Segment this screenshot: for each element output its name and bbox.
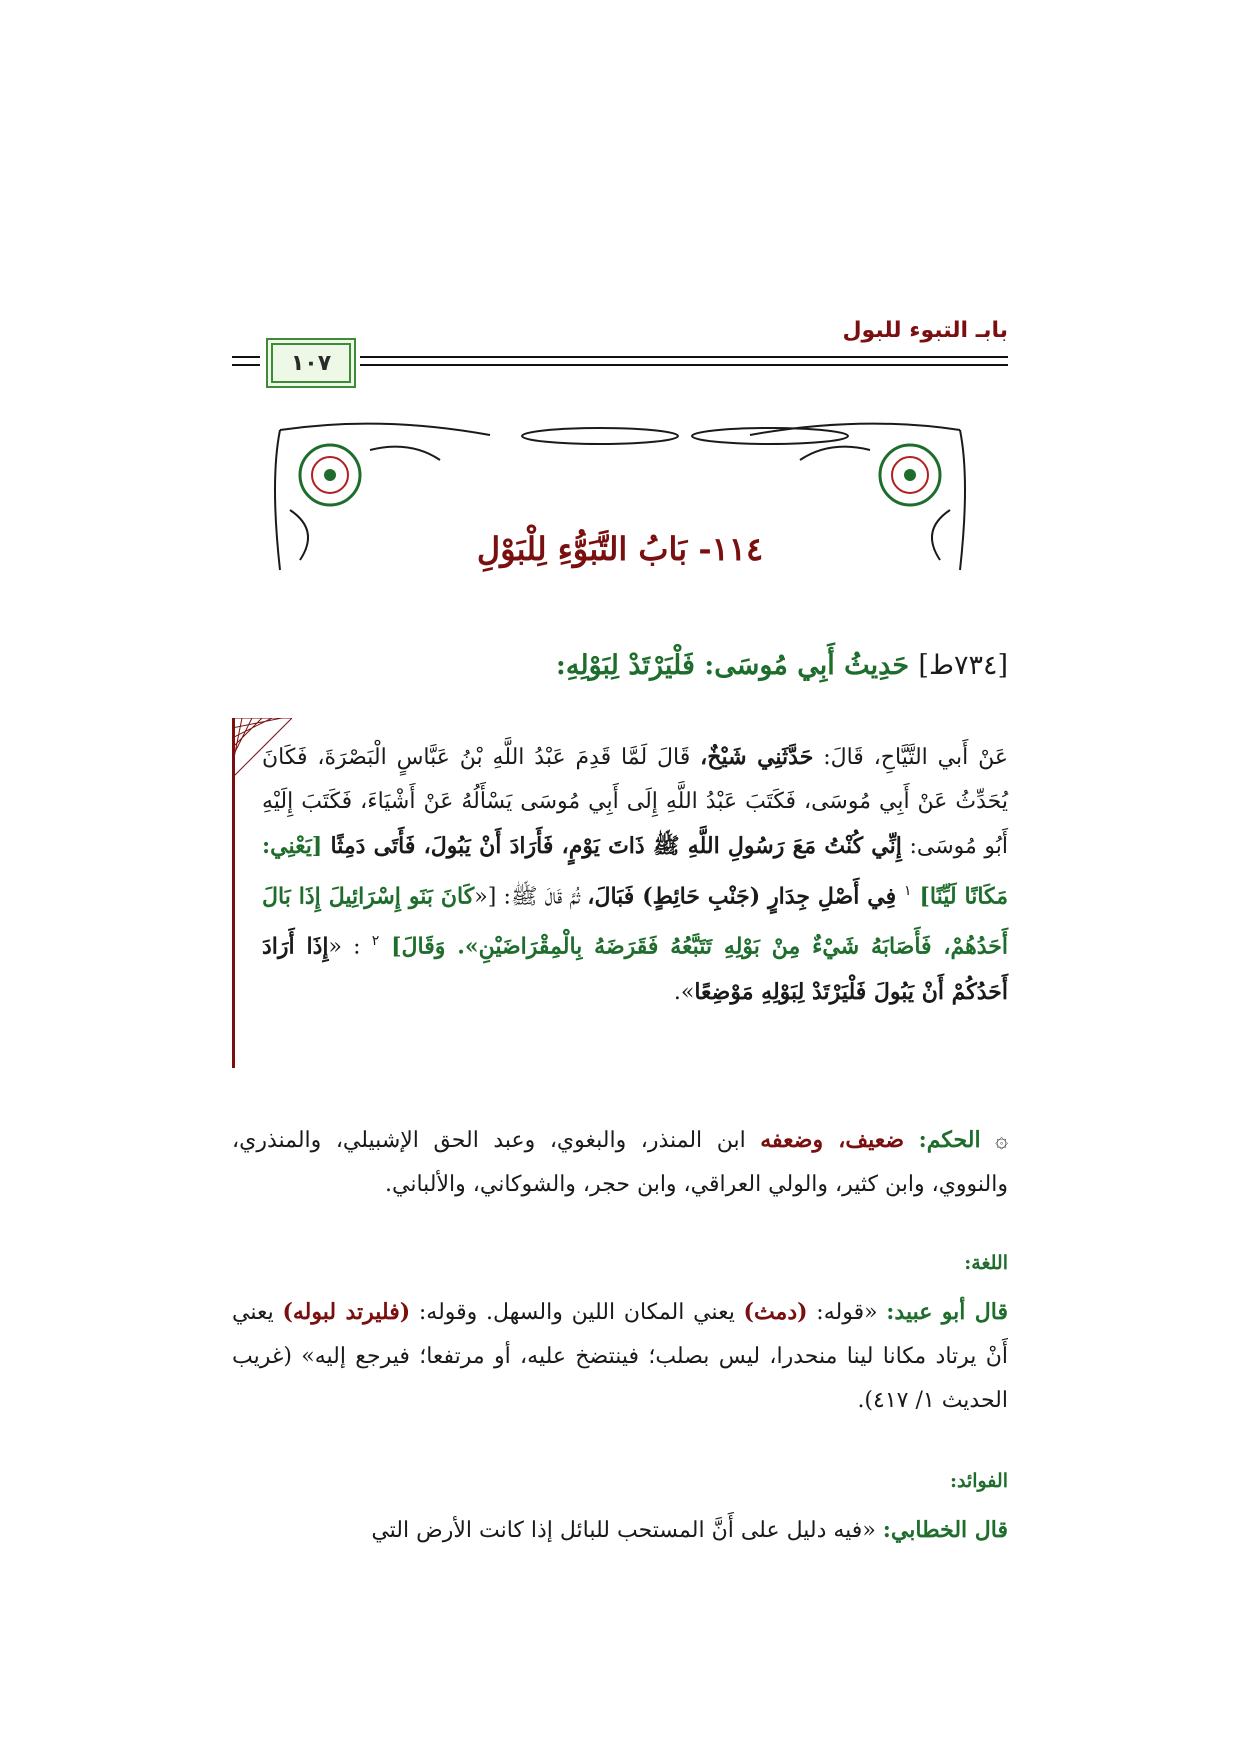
header-rule-left-2 <box>232 364 260 366</box>
lugha-paragraph <box>232 1290 1008 1423</box>
lugha-speaker: قال أبو عبيد: <box>886 1299 1008 1325</box>
hadith-isnad-c: قَالَ لَمَّا قَدِمَ عَبْدُ اللَّهِ بْنُ عَبَّاسٍ الْبَصْرَةَ، فَكَانَ يُحَدِّثُ عَنْ أَبِي مُوسَى، فَكَتَبَ عَبْدُ اللَّهِ إِلَى أَبِي مُوسَى يَسْأَلُهُ عَنْ أَشْيَاءَ، فَكَتَبَ إِلَيْهِ أَبُو مُوسَى: <box>262 745 1009 859</box>
hukm-label: الحكم: <box>918 1127 981 1153</box>
footnote-marker-1: ١ <box>904 883 912 899</box>
hukm-verdict: ضعيف، وضعفه <box>760 1127 905 1153</box>
hadith-heading <box>556 650 1008 681</box>
hadith-isnad-a: عَنْ أَبي التَّيَّاحِ، قَالَ: <box>813 745 1009 770</box>
header-rule-left <box>232 356 260 358</box>
hadith-mid-2: ». وَقَالَ] <box>379 933 479 960</box>
header-rule-right-2 <box>360 364 1008 366</box>
fawaid-speaker: قال الخطابي: <box>882 1517 1008 1543</box>
fawaid-paragraph <box>232 1508 1008 1553</box>
header-rule-right <box>360 356 1008 358</box>
hadith-mid-3: : « <box>328 934 372 960</box>
fawaid-text: «فيه دليل على أَنَّ المستحب للبائل إذا كانت الأرض التي <box>371 1518 883 1543</box>
hukm-paragraph <box>232 1118 1008 1207</box>
fawaid-label: الفوائد: <box>949 1470 1008 1492</box>
hadith-gloss: [يَعْنِي: مَكَانًا لَيِّنًا] <box>262 833 1008 910</box>
lugha-t2: يعني المكان اللين والسهل. وقوله: <box>410 1300 744 1325</box>
lugha-word-2: (فليرتد لبوله) <box>282 1299 411 1325</box>
hizb-icon: ۞ <box>995 1128 1009 1153</box>
hadith-quote-3: كَانَ بَنَو إِسْرَائِيلَ إِذَا بَالَ أَحَدُهُمْ، فَأَصَابَهُ شَيْءٌ مِنْ بَوْلِهِ تَتَبَّعُهُ فَقَرَضَهُ بِالْمِقْرَاضَيْنِ <box>262 883 1009 960</box>
hadith-mid: ثُمَّ قَالَ ﷺ: [« <box>474 884 588 910</box>
lugha-word-1: (دمث) <box>743 1299 808 1325</box>
hadith-quote-2: فِي أَصْلِ جِدَارٍ (جَنْبِ حَائِطٍ) فَبَالَ، <box>587 883 905 910</box>
chapter-title: ١١٤- بَابُ التَّبَوُّءِ لِلْبَوْلِ <box>476 530 764 568</box>
hadith-isnad-b: حَدَّثَنِي شَيْخٌ، <box>700 744 814 770</box>
hadith-end: ». <box>673 979 695 1005</box>
hadith-number: [٧٣٤ط] <box>918 650 1008 681</box>
running-title: بابـ التبوء للبول <box>842 318 1008 343</box>
lugha-t3: يعني أَنْ يرتاد مكانا لينا منحدرا، ليس بصلب؛ فينتضخ عليه، أو مرتفعا؛ فيرجع إليه» (غريب الحديث ١/ ٤١٧). <box>232 1300 1008 1413</box>
lugha-t1: «قوله: <box>807 1300 887 1325</box>
hadith-quote-4: إِذَا أَرَادَ أَحَدُكُمْ أَنْ يَبُولَ فَلْيَرْتَدْ لِبَوْلِهِ مَوْضِعًا <box>262 933 1008 1005</box>
lugha-label: اللغة: <box>964 1252 1008 1274</box>
hukm-text: ابن المنذر، والبغوي، وعبد الحق الإشبيلي، والمنذري، والنووي، وابن كثير، والولي العراقي، وابن حجر، والشوكاني، والألباني. <box>232 1128 1008 1197</box>
page-number: ١٠٧ <box>290 350 332 376</box>
page-number-frame <box>266 338 356 388</box>
hadith-text <box>262 735 1008 1015</box>
hadith-heading-text: حَدِيثُ أَبِي مُوسَى: فَلْيَرْتَدْ لِبَوْلِهِ: <box>555 650 910 681</box>
hadith-quote-1: إِنِّي كُنْتُ مَعَ رَسُولِ اللَّهِ ﷺ ذَاتَ يَوْمٍ، فَأَرَادَ أَنْ يَبُولَ، فَأَتَى دَمِثًا <box>330 833 902 859</box>
footnote-marker-2: ٢ <box>371 933 380 950</box>
